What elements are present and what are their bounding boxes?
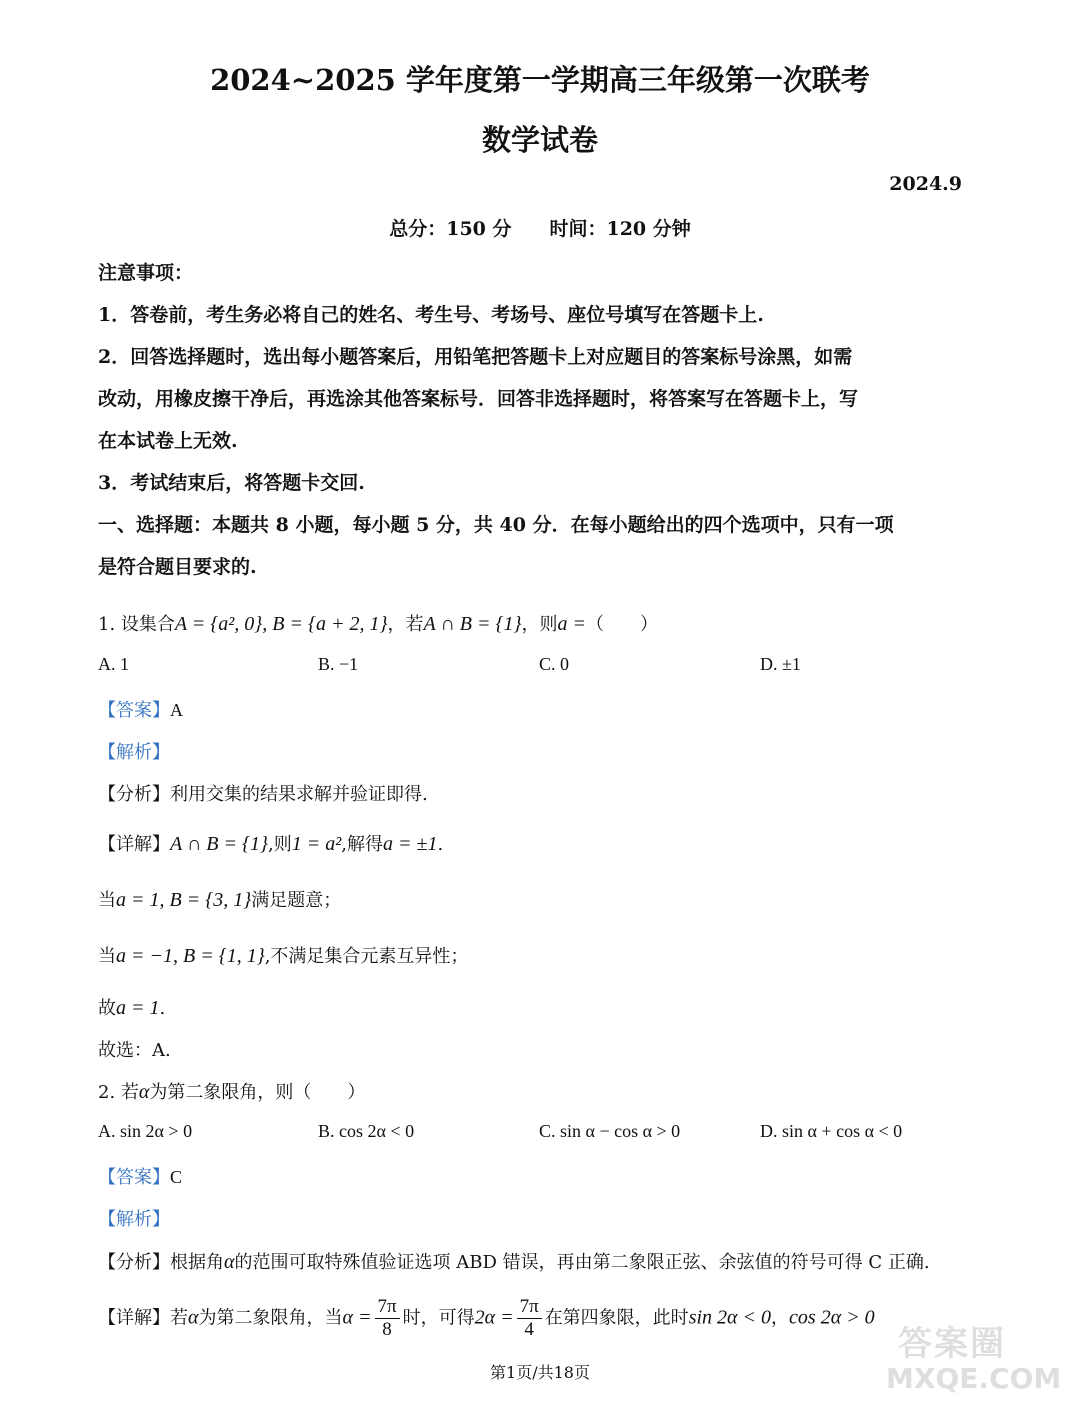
q1-analysis-tag: 【解析】 — [98, 742, 170, 763]
notice-item-2-line1: 2．回答选择题时，选出每小题答案后，用铅笔把答题卡上对应题目的答案标号涂黑，如需 — [98, 346, 853, 368]
q2-option-a: A. sin 2α > 0 — [98, 1121, 193, 1141]
q1-cond-expr: A ∩ B = {1} — [423, 613, 522, 635]
q2-answer — [98, 1163, 182, 1189]
q2-analysis-tag: 【解析】 — [98, 1209, 170, 1230]
score-time: 总分：150 分 时间：120 分钟 — [389, 218, 691, 240]
q1-xiangjie-mid2: ,解得 — [341, 834, 383, 855]
q2-fenxi-alpha: α — [224, 1251, 235, 1273]
q2-xj-text5: ， — [771, 1307, 790, 1329]
q2-fraction-2 — [517, 1296, 542, 1341]
q2-xiangjie — [98, 1296, 875, 1341]
q1-xiangjie — [98, 830, 443, 856]
q2-frac1-num: 7π — [375, 1296, 400, 1319]
q2-xj-text4: 在第四象限，此时 — [544, 1307, 689, 1329]
notice-heading: 注意事项： — [98, 262, 194, 284]
q2-xiangjie-tag: 【详解】 — [98, 1307, 170, 1329]
q1-xiangjie-expr2: 1 = a² — [291, 833, 342, 855]
q2-stem-suffix: 为第二象限角，则（ ） — [149, 1082, 366, 1103]
q1-case-2 — [98, 942, 468, 968]
notice-item-2-line3: 在本试卷上无效. — [98, 430, 238, 452]
q2-fenxi-prefix: 【分析】根据角 — [98, 1252, 224, 1273]
q1-stem — [98, 610, 658, 636]
q1-case1-expr: a = 1, B = {3, 1} — [116, 889, 252, 911]
q2-answer-value: C — [170, 1167, 183, 1187]
q1-answer — [98, 696, 183, 722]
q1-option-c: C. 0 — [539, 654, 570, 674]
q1-ask-expr: a = — [557, 613, 586, 635]
q2-frac2-num: 7π — [517, 1296, 542, 1319]
q2-option-b: B. cos 2α < 0 — [318, 1121, 415, 1141]
q1-xiangjie-mid: ,则 — [268, 834, 292, 855]
q2-xj-eq3: sin 2α < 0 — [688, 1306, 772, 1329]
q2-xj-text3: 时，可得 — [402, 1307, 475, 1329]
q1-xiangjie-tag: 【详解】 — [98, 834, 170, 855]
q1-xiangjie-expr3: a = ±1 — [382, 833, 438, 855]
q1-xiangjie-end: . — [437, 834, 444, 855]
q2-xj-alpha: α — [188, 1306, 199, 1329]
q2-xj-eq2: 2α = — [474, 1306, 514, 1329]
q1-set-expr: A = {a², 0}, B = {a + 2, 1} — [174, 613, 388, 635]
q1-conclusion-expr: a = 1 — [116, 997, 160, 1019]
q1-case1-prefix: 当 — [98, 890, 116, 911]
q1-case-1 — [98, 886, 341, 912]
exam-title: 2024~2025 学年度第一学期高三年级第一次联考 — [210, 63, 870, 97]
q1-option-a: A. 1 — [98, 654, 129, 674]
q2-frac1-den: 8 — [382, 1318, 392, 1340]
q2-option-c: C. sin α − cos α > 0 — [539, 1121, 681, 1141]
watermark-logo-top: 答案圈 — [898, 1324, 1006, 1364]
q2-frac2-den: 4 — [524, 1318, 534, 1340]
q2-xj-text1: 若 — [170, 1307, 188, 1329]
q2-xj-text2: 为第二象限角，当 — [198, 1307, 343, 1329]
q2-stem-prefix: 2. 若 — [98, 1082, 139, 1103]
q2-xj-eq4: cos 2α > 0 — [789, 1306, 875, 1329]
q1-case2-suffix: ,不满足集合元素互异性； — [264, 946, 469, 967]
q1-cond-prefix: ，若 — [387, 614, 424, 635]
q1-fenxi: 【分析】利用交集的结果求解并验证即得. — [98, 784, 428, 805]
q1-case1-suffix: 满足题意； — [251, 890, 342, 911]
section-heading-line2: 是符合题目要求的. — [98, 556, 257, 578]
notice-item-1: 1．答卷前，考生务必将自己的姓名、考生号、考场号、座位号填写在答题卡上. — [98, 304, 764, 326]
q1-paren: （ ） — [585, 614, 658, 635]
exam-subtitle: 数学试卷 — [481, 123, 598, 157]
q2-fenxi — [98, 1248, 930, 1274]
q1-xiangjie-expr: A ∩ B = {1} — [170, 833, 269, 855]
q2-answer-tag: 【答案】 — [98, 1167, 170, 1188]
notice-item-3: 3．考试结束后，将答题卡交回. — [98, 472, 365, 494]
q1-option-d: D. ±1 — [760, 654, 801, 674]
q1-conclusion — [98, 994, 165, 1020]
q2-option-d: D. sin α + cos α < 0 — [760, 1121, 903, 1141]
exam-date: 2024.9 — [889, 173, 962, 195]
q2-alpha: α — [138, 1081, 150, 1103]
q2-stem — [98, 1078, 365, 1104]
watermark-logo-bottom: MXQE.COM — [886, 1362, 1062, 1395]
q1-answer-value: A — [170, 700, 183, 720]
q1-conclusion-end: . — [159, 998, 166, 1019]
notice-item-2-line2: 改动，用橡皮擦干净后，再选涂其他答案标号．回答非选择题时，将答案写在答题卡上，写 — [98, 388, 859, 410]
q2-xj-eq1: α = — [342, 1306, 372, 1329]
q1-choice: 故选：A. — [98, 1040, 171, 1061]
section-heading-line1: 一、选择题：本题共 8 小题，每小题 5 分，共 40 分．在每小题给出的四个选项中，只有一项 — [98, 514, 894, 536]
q1-answer-tag: 【答案】 — [98, 700, 170, 721]
q1-case2-expr: a = −1, B = {1, 1} — [116, 945, 265, 967]
q2-fenxi-suffix: 的范围可取特殊值验证选项 ABD 错误，再由第二象限正弦、余弦值的符号可得 C 正确. — [234, 1252, 930, 1273]
q2-fraction-1 — [375, 1296, 400, 1341]
q1-case2-prefix: 当 — [98, 946, 116, 967]
q1-option-b: B. −1 — [318, 654, 359, 674]
q1-prefix: 1. 设集合 — [98, 614, 175, 635]
q1-conclusion-prefix: 故 — [98, 998, 116, 1019]
q1-ask-prefix: ，则 — [521, 614, 558, 635]
page-number: 第1页/共18页 — [490, 1363, 590, 1382]
